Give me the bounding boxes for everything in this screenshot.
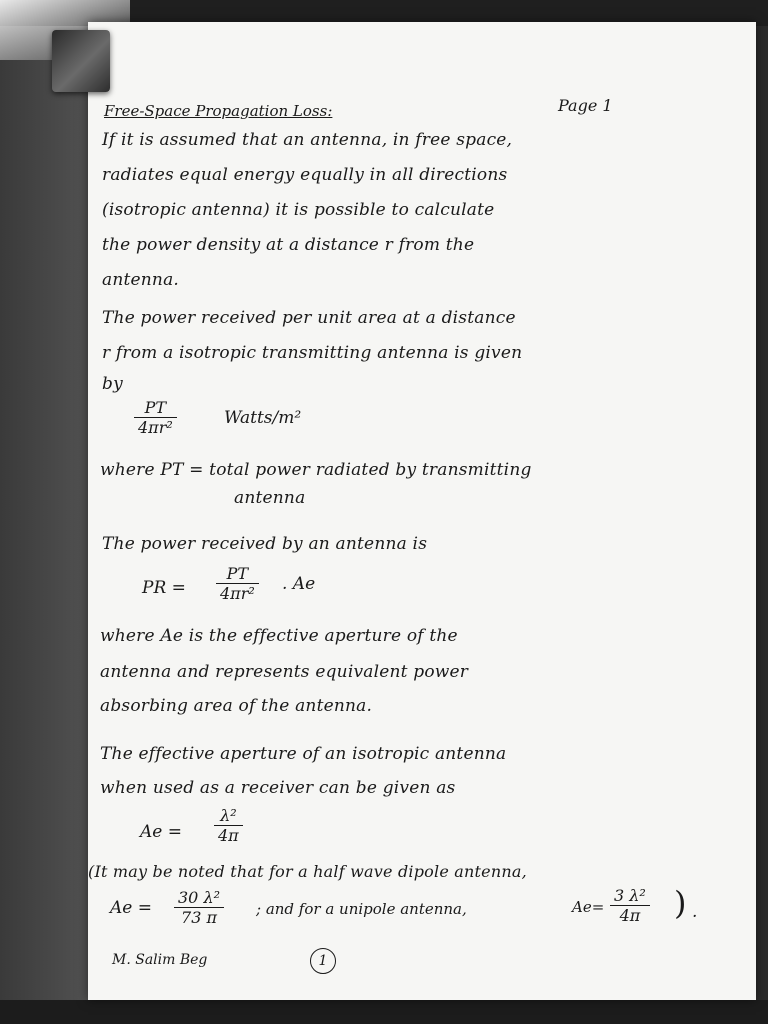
body-line: If it is assumed that an antenna, in free space, [102,130,513,150]
eq4-mid-text: ; and for a unipole antenna, [256,900,467,918]
closing-paren: ) [674,884,687,922]
equation-received-power [216,564,259,603]
page-number-label: Page 1 [558,96,613,115]
body-line: The effective aperture of an isotropic antenna [100,744,507,764]
eq4-denominator: 73 π [174,907,224,927]
equation-dipole-aperture [174,888,224,927]
body-line: The power received per unit area at a distance [102,308,516,328]
circled-page-number: 1 [310,948,336,974]
body-line: the power density at a distance r from the [102,235,475,255]
backdrop-bottom [0,1000,768,1024]
note-line: (It may be noted that for a half wave dipole antenna, [88,862,527,881]
eq1-denominator: 4πr² [134,417,177,437]
where-line-cont: antenna [234,488,306,508]
body-line: radiates equal energy equally in all directions [102,165,508,185]
eq4-lhs2: Ae= [572,898,605,916]
eq2-numerator: PT [226,564,249,583]
eq3-denominator: 4π [214,825,243,845]
eq4-denominator2: 4π [610,905,650,925]
author-signature: M. Salim Beg [112,952,208,968]
body-line: antenna and represents equivalent power [100,662,469,682]
closing-period: . [692,902,698,922]
eq3-numerator: λ² [220,806,237,825]
body-line: by [102,374,123,394]
body-line: where Ae is the effective aperture of the [100,626,458,646]
eq4-numerator2: 3 λ² [614,886,646,905]
eq2-rhs: . Ae [282,574,316,594]
body-line: (isotropic antenna) it is possible to calculate [102,200,495,220]
page-title: Free-Space Propagation Loss: [104,102,333,120]
eq3-lhs: Ae = [140,822,182,842]
eq4-lhs: Ae = [110,898,152,918]
equation-unipole-aperture [610,886,650,925]
body-line: The power received by an antenna is [102,534,428,554]
handwritten-page [88,22,756,1000]
body-line: r from a isotropic transmitting antenna is given [102,343,523,363]
eq1-unit: Watts/m² [224,408,302,428]
binder-clip [52,30,110,92]
eq4-numerator: 30 λ² [178,888,220,907]
equation-power-density [134,398,177,437]
eq2-denominator: 4πr² [216,583,259,603]
body-line: when used as a receiver can be given as [100,778,456,798]
eq1-numerator: PT [144,398,167,417]
body-line: absorbing area of the antenna. [100,696,373,716]
equation-effective-aperture [214,806,243,845]
eq2-lhs: PR = [142,578,186,598]
body-line: antenna. [102,270,180,290]
where-line: where PT = total power radiated by transmitting [100,460,532,480]
